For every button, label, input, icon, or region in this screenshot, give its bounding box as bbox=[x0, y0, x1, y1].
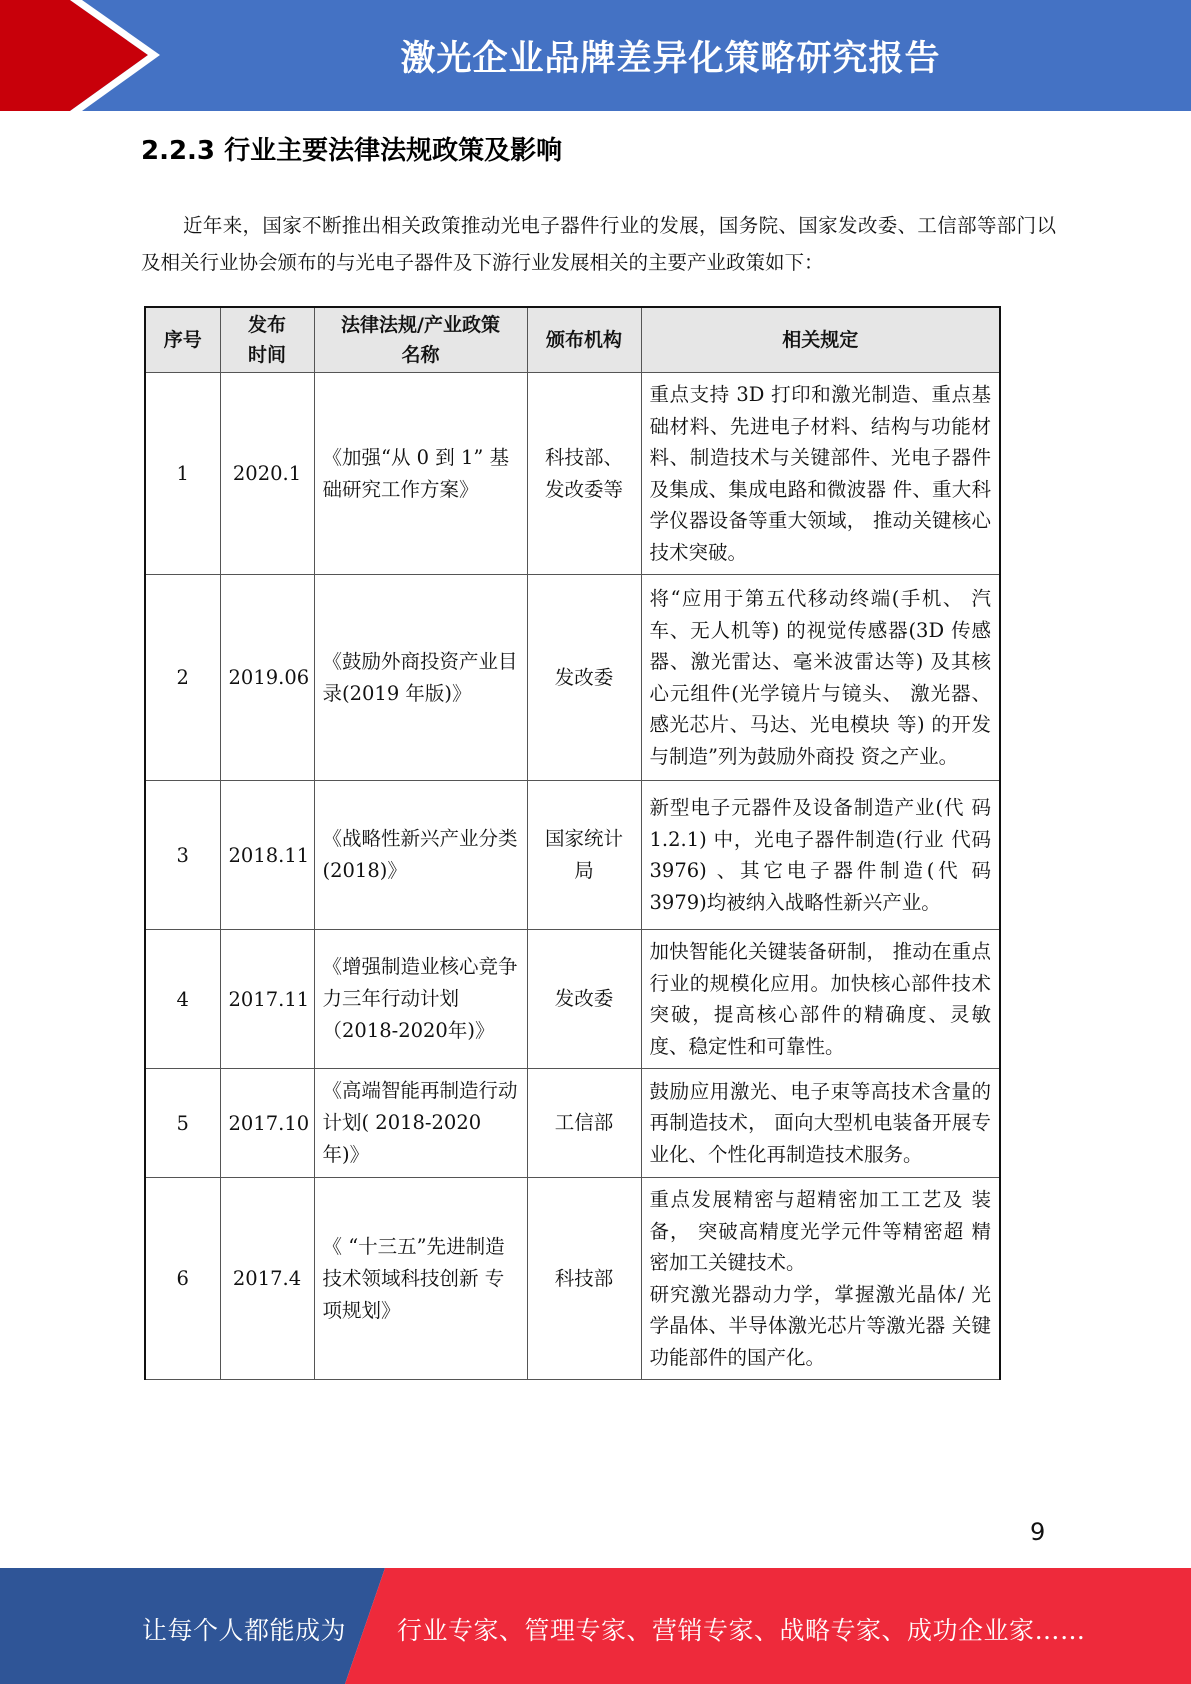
table-row bbox=[145, 781, 1000, 930]
table-row bbox=[145, 373, 1000, 575]
cell-provisions bbox=[641, 373, 1000, 575]
cell-issuer: 发改委 bbox=[527, 930, 641, 1069]
column-header: 颁布机构 bbox=[527, 307, 641, 373]
cell-issuer: 国家统计局 bbox=[527, 781, 641, 930]
column-header: 序号 bbox=[145, 307, 220, 373]
provision-paragraph: 新型电子元器件及设备制造产业(代 码 1.2.1) 中，光电子器件制造(行业 代码 3976) 、其它电子器件制造(代 码 3979)均被纳入战略性新兴产业。 bbox=[649, 796, 991, 914]
footer-slogan-right: 行业专家、管理专家、营销专家、战略专家、成功企业家…… bbox=[397, 1616, 1086, 1645]
report-header bbox=[0, 0, 1191, 111]
table-row bbox=[145, 1069, 1000, 1178]
cell-issuer: 科技部、发改委等 bbox=[527, 373, 641, 575]
cell-policy-name: 《战略性新兴产业分类(2018)》 bbox=[314, 781, 527, 930]
cell-date: 2017.10 bbox=[220, 1069, 314, 1178]
cell-date: 2018.11 bbox=[220, 781, 314, 930]
cell-date: 2017.4 bbox=[220, 1178, 314, 1380]
cell-provisions bbox=[641, 1069, 1000, 1178]
cell-provisions bbox=[641, 1178, 1000, 1380]
cell-policy-name: 《增强制造业核心竞争力三年行动计划（2018-2020年)》 bbox=[314, 930, 527, 1069]
provision-paragraph: 鼓励应用激光、电子束等高技术含量的再制造技术， 面向大型机电装备开展专业化、个性化再制造技术服务。 bbox=[649, 1079, 991, 1166]
cell-provisions bbox=[641, 781, 1000, 930]
table-row bbox=[145, 575, 1000, 781]
provision-paragraph: 重点支持 3D 打印和激光制造、重点基础材料、先进电子材料、结构与功能材料、制造技术与关键部件、光电子器件及集成、集成电路和微波器 件、重大科学仪器设备等重大领域， 推动关键核心技术突破。 bbox=[649, 383, 991, 564]
footer-slogan-left: 让每个人都能成为 bbox=[142, 1616, 347, 1645]
cell-provisions bbox=[641, 575, 1000, 781]
page-number: 9 bbox=[1030, 1518, 1046, 1546]
cell-number: 5 bbox=[145, 1069, 220, 1178]
provision-paragraph: 研究激光器动力学，掌握激光晶体/ 光学晶体、半导体激光芯片等激光器 关键功能部件的国产化。 bbox=[649, 1282, 991, 1369]
header-arrow-decoration bbox=[0, 0, 160, 111]
cell-date: 2019.06 bbox=[220, 575, 314, 781]
cell-issuer: 工信部 bbox=[527, 1069, 641, 1178]
intro-paragraph: 近年来，国家不断推出相关政策推动光电子器件行业的发展，国务院、国家发改委、工信部等部门以及相关行业协会颁布的与光电子器件及下游行业发展相关的主要产业政策如下： bbox=[141, 214, 1056, 274]
column-header: 发布 时间 bbox=[220, 307, 314, 373]
cell-policy-name: 《加强“从 0 到 1” 基础研究工作方案》 bbox=[314, 373, 527, 575]
cell-provisions bbox=[641, 930, 1000, 1069]
cell-number: 6 bbox=[145, 1178, 220, 1380]
cell-number: 3 bbox=[145, 781, 220, 930]
cell-number: 1 bbox=[145, 373, 220, 575]
cell-number: 4 bbox=[145, 930, 220, 1069]
provision-paragraph: 加快智能化关键装备研制， 推动在重点行业的规模化应用。加快核心部件技术突破，提高核心部件的精确度、灵敏度、稳定性和可靠性。 bbox=[649, 940, 991, 1058]
cell-issuer: 科技部 bbox=[527, 1178, 641, 1380]
table-row bbox=[145, 1178, 1000, 1380]
column-header: 法律法规/产业政策 名称 bbox=[314, 307, 527, 373]
cell-policy-name: 《 “十三五”先进制造技术领域科技创新 专项规划》 bbox=[314, 1178, 527, 1380]
provision-paragraph: 重点发展精密与超精密加工工艺及 装备， 突破高精度光学元件等精密超 精密加工关键技术。 bbox=[649, 1188, 991, 1274]
provision-paragraph: 将“应用于第五代移动终端(手机、 汽车、无人机等) 的视觉传感器(3D 传感器、激光雷达、毫米波雷达等) 及其核心元组件(光学镜片与镜头、 激光器、感光芯片、马达、光电模块 等) 的开发与制造”列为鼓励外商投 资之产业。 bbox=[649, 587, 991, 768]
cell-policy-name: 《鼓励外商投资产业目录(2019 年版)》 bbox=[314, 575, 527, 781]
cell-issuer: 发改委 bbox=[527, 575, 641, 781]
section-heading: 2.2.3 行业主要法律法规政策及影响 bbox=[141, 136, 563, 166]
policy-table bbox=[144, 306, 1001, 1380]
cell-number: 2 bbox=[145, 575, 220, 781]
table-row bbox=[145, 930, 1000, 1069]
cell-date: 2017.11 bbox=[220, 930, 314, 1069]
report-title: 激光企业品牌差异化策略研究报告 bbox=[400, 38, 941, 79]
column-header: 相关规定 bbox=[641, 307, 1000, 373]
cell-policy-name: 《高端智能再制造行动计划( 2018-2020 年)》 bbox=[314, 1069, 527, 1178]
table-header-row bbox=[145, 307, 1000, 373]
cell-date: 2020.1 bbox=[220, 373, 314, 575]
